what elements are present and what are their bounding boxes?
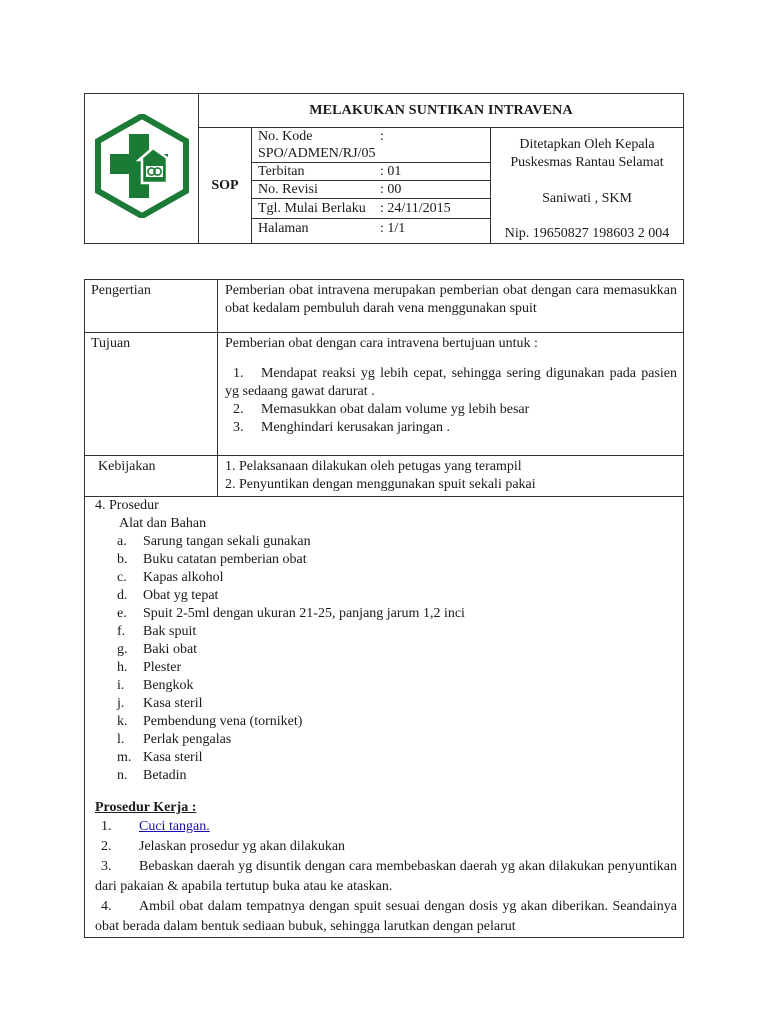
- kerja-item: [95, 897, 677, 937]
- item-text: Spuit 2-5ml dengan ukuran 21-25, panjang jarum 1,2 inci: [143, 606, 465, 621]
- item-marker: b.: [117, 552, 128, 567]
- item-number: 3.: [233, 420, 244, 435]
- info-key: No. Revisi: [258, 182, 318, 197]
- approval-line: Puskesmas Rantau Selamat: [510, 155, 664, 170]
- info-sep: :: [380, 201, 384, 216]
- section-label-pengertian: Pengertian: [85, 280, 218, 333]
- item-marker: l.: [117, 732, 125, 747]
- alat-item: [95, 749, 677, 767]
- item-marker: n.: [117, 768, 128, 783]
- info-row-tanggal: [252, 199, 490, 219]
- item-text: Mendapat reaksi yg lebih cepat, sehingga sering digunakan pada pasien yg sedaang gawat darurat .: [225, 366, 677, 399]
- info-sep: :: [380, 182, 384, 197]
- approval-cell: [491, 128, 684, 244]
- alat-item: [95, 659, 677, 677]
- item-marker: d.: [117, 588, 128, 603]
- item-text: Baki obat: [143, 642, 198, 657]
- info-sep: :: [380, 221, 384, 236]
- document-title: MELAKUKAN SUNTIKAN INTRAVENA: [199, 94, 684, 128]
- item-marker: a.: [117, 534, 127, 549]
- info-key: Terbitan: [258, 164, 305, 179]
- pengertian-text: Pemberian obat intravena merupakan pemberian obat dengan cara memasukkan obat kedalam pembuluh darah vena menggunakan spuit: [218, 280, 684, 333]
- kebijakan-item: 2. Penyuntikan dengan menggunakan spuit sekali pakai: [225, 477, 536, 492]
- info-row-halaman: [252, 219, 490, 238]
- item-text: Plester: [143, 660, 182, 675]
- document-info: [252, 128, 491, 244]
- item-marker: f.: [117, 624, 126, 639]
- prosedur-kerja-title: Prosedur Kerja :: [95, 800, 197, 815]
- item-number: 1.: [101, 819, 112, 834]
- prosedur-subheading: Alat dan Bahan: [119, 516, 207, 531]
- alat-item: [95, 713, 677, 731]
- kerja-item: [95, 857, 677, 897]
- info-key: SPO/ADMEN/RJ/05: [258, 146, 376, 161]
- approval-line: Ditetapkan Oleh Kepala: [519, 137, 655, 152]
- item-marker: g.: [117, 642, 128, 657]
- info-value: 1/1: [387, 221, 406, 236]
- info-key: Halaman: [258, 221, 309, 236]
- item-number: 1.: [233, 366, 244, 381]
- item-text: Sarung tangan sekali gunakan: [143, 534, 311, 549]
- info-key: Tgl. Mulai Berlaku: [258, 201, 366, 216]
- tujuan-intro: Pemberian obat dengan cara intravena bertujuan untuk :: [225, 336, 538, 351]
- item-marker: j.: [117, 696, 125, 711]
- info-sep: :: [380, 164, 384, 179]
- item-marker: i.: [117, 678, 125, 693]
- item-text: Betadin: [143, 768, 187, 783]
- item-text: Menghindari kerusakan jaringan .: [261, 420, 450, 435]
- puskesmas-logo-icon: [95, 114, 189, 218]
- sop-header-table: [84, 93, 684, 244]
- alat-item: [95, 623, 677, 641]
- alat-item: [95, 731, 677, 749]
- kebijakan-content: [218, 456, 684, 497]
- cuci-tangan-link[interactable]: Cuci tangan.: [139, 819, 210, 834]
- info-value: 24/11/2015: [387, 201, 451, 216]
- kerja-item: [95, 817, 677, 837]
- item-text: Jelaskan prosedur yg akan dilakukan: [139, 839, 346, 854]
- info-sep: :: [380, 129, 384, 144]
- alat-item: [95, 767, 677, 785]
- alat-bahan-list: [95, 533, 677, 785]
- item-text: Bebaskan daerah yg disuntik dengan cara membebaskan daerah yg akan dilakukan penyuntikan dari pakaian & apabila tertutup buka atau ke ataskan.: [95, 859, 677, 894]
- item-marker: m.: [117, 750, 132, 765]
- item-number: 2.: [101, 839, 112, 854]
- prosedur-section: [85, 497, 684, 938]
- info-key: No. Kode: [258, 129, 313, 144]
- tujuan-list: [225, 365, 677, 437]
- item-text: Bak spuit: [143, 624, 197, 639]
- info-row-kode: [252, 128, 490, 163]
- list-item: [225, 419, 677, 437]
- item-text: Kasa steril: [143, 696, 203, 711]
- item-marker: h.: [117, 660, 128, 675]
- info-row-revisi: [252, 181, 490, 199]
- alat-item: [95, 695, 677, 713]
- list-item: [225, 365, 677, 401]
- info-row-terbitan: [252, 163, 490, 181]
- item-text: Buku catatan pemberian obat: [143, 552, 307, 567]
- prosedur-heading: 4. Prosedur: [95, 498, 159, 513]
- alat-item: [95, 569, 677, 587]
- approver-nip: Nip. 19650827 198603 2 004: [504, 226, 670, 241]
- info-value: 00: [387, 182, 402, 197]
- section-label-tujuan: Tujuan: [85, 333, 218, 456]
- alat-item: [95, 533, 677, 551]
- item-number: 3.: [101, 859, 112, 874]
- kerja-item: [95, 837, 677, 857]
- sop-label: SOP: [199, 128, 252, 244]
- info-value: 01: [387, 164, 402, 179]
- alat-item: [95, 587, 677, 605]
- item-text: Kasa steril: [143, 750, 203, 765]
- list-item: [225, 401, 677, 419]
- logo-cell: [85, 94, 199, 244]
- item-marker: k.: [117, 714, 128, 729]
- approver-name: Saniwati , SKM: [542, 191, 632, 206]
- sop-content-table: [84, 279, 684, 938]
- kebijakan-item: 1. Pelaksanaan dilakukan oleh petugas yang terampil: [225, 459, 522, 474]
- item-text: Perlak pengalas: [143, 732, 232, 747]
- alat-item: [95, 605, 677, 623]
- item-marker: c.: [117, 570, 127, 585]
- alat-item: [95, 641, 677, 659]
- item-number: 4.: [101, 899, 112, 914]
- tujuan-content: [218, 333, 684, 456]
- item-text: Obat yg tepat: [143, 588, 219, 603]
- item-text: Pembendung vena (torniket): [143, 714, 303, 729]
- item-number: 2.: [233, 402, 244, 417]
- item-text: Ambil obat dalam tempatnya dengan spuit sesuai dengan dosis yg akan diberikan. Seandainya obat berada dalam bentuk sediaan bubuk, sehingga larutkan dengan pelarut: [95, 899, 677, 934]
- item-text: Kapas alkohol: [143, 570, 224, 585]
- section-label-kebijakan: Kebijakan: [85, 456, 218, 497]
- item-text: Memasukkan obat dalam volume yg lebih besar: [261, 402, 530, 417]
- item-text: Bengkok: [143, 678, 194, 693]
- item-marker: e.: [117, 606, 127, 621]
- alat-item: [95, 677, 677, 695]
- alat-item: [95, 551, 677, 569]
